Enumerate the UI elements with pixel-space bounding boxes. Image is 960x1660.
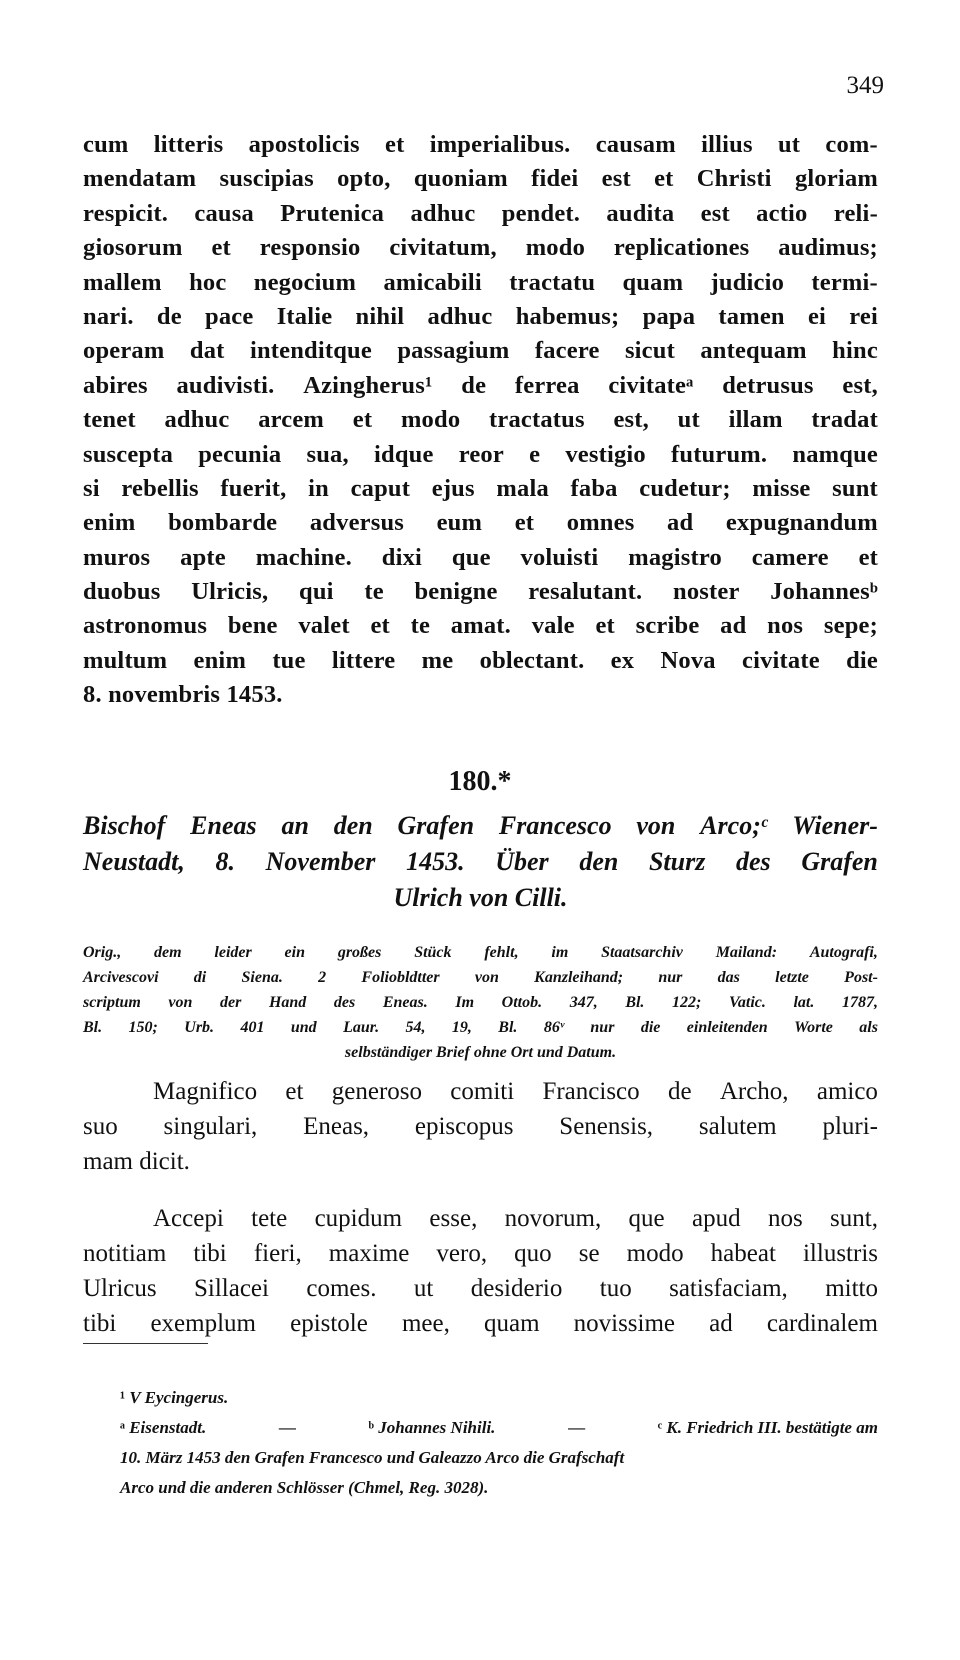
footnote-marker: ᵇ: [368, 1418, 375, 1437]
text-line: giosorum et responsio civitatum, modo replicationes audimus;: [83, 234, 878, 262]
text-line: operam dat intenditque passagium facere sicut antequam hinc: [83, 337, 878, 365]
source-note-line: Bl. 150; Urb. 401 und Laur. 54, 19, Bl. 86ᵛ nur die einleitenden Worte als: [83, 1019, 878, 1036]
source-note-line: Orig., dem leider ein großes Stück fehlt, im Staatsarchiv Mailand: Autografi,: [83, 944, 878, 961]
text-line: respicit. causa Prutenica adhuc pendet. audita est actio reli-: [83, 199, 878, 227]
text-line: mallem hoc negocium amicabili tractatu quam judicio termi-: [83, 268, 878, 296]
paragraph-gap: [83, 1179, 878, 1201]
footnote-separator: —: [568, 1418, 586, 1437]
footnote-c-continued: Arco und die anderen Schlösser (Chmel, Reg. 3028).: [120, 1478, 489, 1497]
text-line: cum litteris apostolicis et imperialibus. causam illius ut com-: [83, 131, 878, 158]
footnote-marker: ᶜ: [657, 1418, 663, 1437]
text-line: astronomus bene valet et te amat. vale et scribe ad nos sepe;: [83, 612, 878, 640]
footnote-separator: —: [278, 1418, 296, 1437]
footnote-c-continued: 10. März 1453 den Grafen Francesco und Galeazzo Arco die Grafschaft: [120, 1448, 625, 1467]
footnote-a-b-c: [120, 1413, 878, 1443]
document-number: 180.*: [448, 766, 512, 797]
text-line: muros apte machine. dixi que voluisti magistro camere et: [83, 543, 878, 571]
text-line: si rebellis fuerit, in caput ejus mala faba cudetur; misse sunt: [83, 474, 878, 502]
text-line: multum enim tue littere me oblectant. ex Nova civitate die: [83, 646, 878, 674]
footnote-text: K. Friedrich III. bestätigte am: [666, 1418, 878, 1437]
source-note-line: scriptum von der Hand des Eneas. Im Ottob. 347, Bl. 122; Vatic. lat. 1787,: [83, 994, 878, 1011]
footnote-marker: ᵃ: [120, 1418, 125, 1437]
title-line: Neustadt, 8. November 1453. Über den Sturz des Grafen: [83, 847, 878, 876]
letter-line: Accepi tete cupidum esse, novorum, que apud nos sunt,: [153, 1205, 878, 1232]
text-line: nari. de pace Italie nihil adhuc habemus; papa tamen ei rei: [83, 302, 878, 330]
title-line: Ulrich von Cilli.: [393, 883, 568, 912]
footnote-text: V Eycingerus.: [129, 1388, 229, 1407]
text-line: abires audivisti. Azingherus¹ de ferrea civitateᵃ detrusus est,: [83, 371, 878, 399]
footnote-rule: [83, 1343, 208, 1344]
footnote-text: Eisenstadt.: [129, 1418, 207, 1437]
title-line: Bischof Eneas an den Grafen Francesco von Arco;ᶜ Wiener-: [83, 811, 878, 840]
letter-text: [83, 1074, 878, 1341]
source-note: [83, 940, 878, 1065]
source-note-line: Arcivescovi di Siena. 2 Foliobldtter von Kanzleihand; nur das letzte Post-: [83, 969, 878, 986]
letter-line: suo singulari, Eneas, episcopus Senensis, salutem pluri-: [83, 1113, 878, 1140]
text-line: 8. novembris 1453.: [83, 681, 283, 709]
footnote-text: Johannes Nihili.: [378, 1418, 496, 1437]
text-line: duobus Ulricis, qui te benigne resalutant. noster Johannesᵇ: [83, 578, 878, 606]
letter-line: mam dicit.: [83, 1148, 190, 1175]
source-note-line: selbständiger Brief ohne Ort und Datum.: [344, 1044, 617, 1061]
page-number: 349: [846, 72, 884, 99]
text-line: enim bombarde adversus eum et omnes ad expugnandum: [83, 509, 878, 537]
letter-line: Ulricus Sillacei comes. ut desiderio tuo satisfaciam, mitto: [83, 1275, 878, 1302]
text-line: tenet adhuc arcem et modo tractatus est, ut illam tradat: [83, 406, 878, 434]
text-line: suscepta pecunia sua, idque reor e vestigio futurum. namque: [83, 440, 878, 468]
text-line: mendatam suscipias opto, quoniam fidei est et Christi gloriam: [83, 165, 878, 193]
footnote-marker: ¹: [120, 1388, 126, 1407]
letter-line: tibi exemplum epistole mee, quam novissime ad cardinalem: [83, 1310, 878, 1337]
document-title: [83, 808, 878, 916]
footnote-1: [120, 1383, 878, 1413]
letter-line: Magnifico et generoso comiti Francisco de Archo, amico: [153, 1078, 878, 1105]
continued-letter-text: [83, 128, 878, 713]
footnotes: [120, 1383, 878, 1503]
letter-line: notitiam tibi fieri, maxime vero, quo se modo habeat illustris: [83, 1240, 878, 1267]
